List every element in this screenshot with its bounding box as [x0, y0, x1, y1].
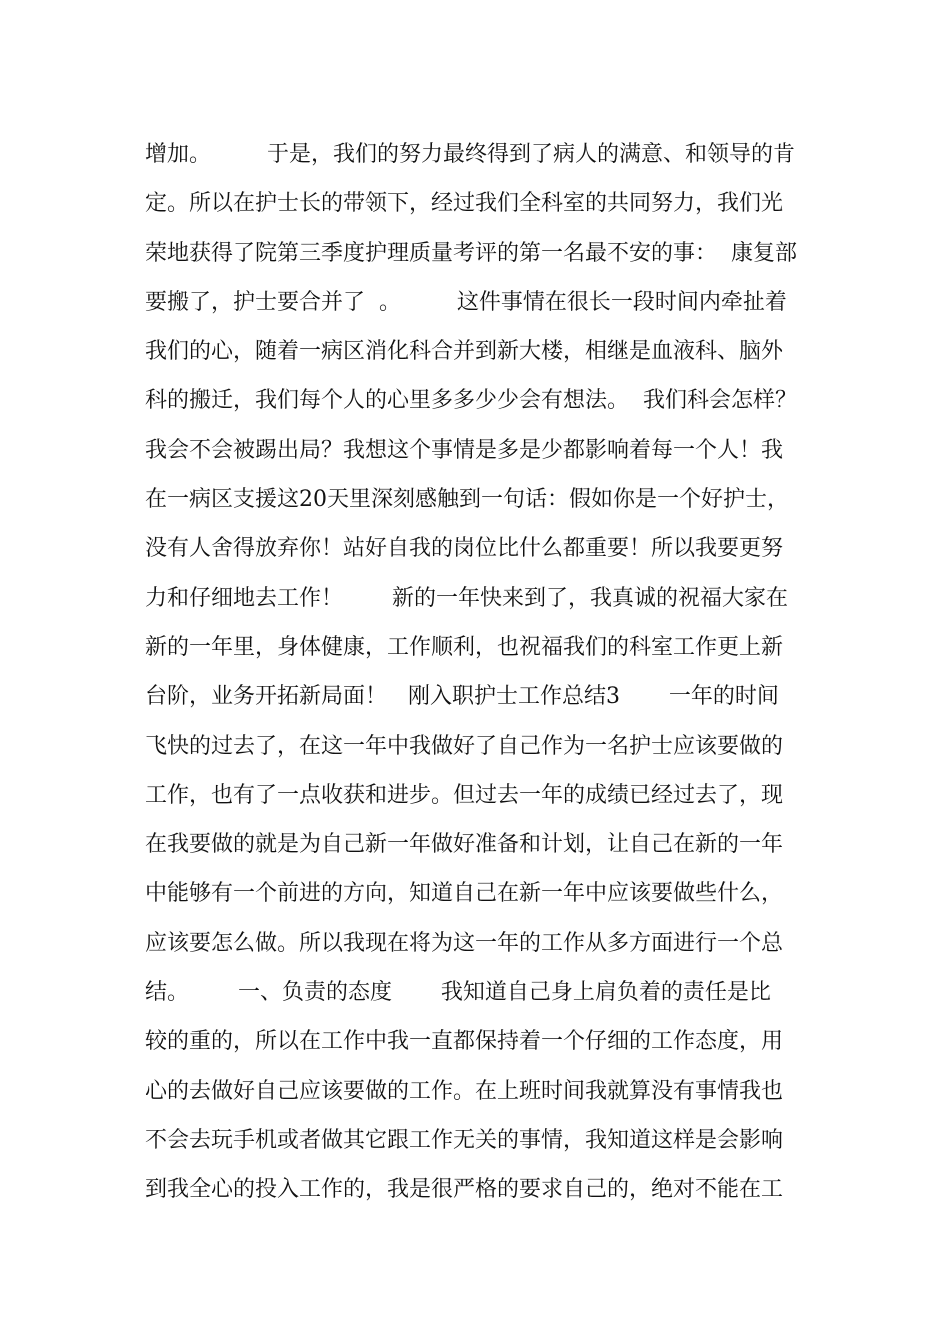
text-line: 在一病区支援这20天里深刻感触到一句话：假如你是一个好护士， [145, 487, 789, 513]
text-line: 结。 一、负责的态度 我知道自己身上肩负着的责任是比 [145, 980, 771, 1006]
text-line: 应该要怎么做。所以我现在将为这一年的工作从多方面进行一个总 [145, 930, 784, 956]
text-line: 心的去做好自己应该要做的工作。在上班时间我就算没有事情我也 [145, 1078, 784, 1104]
text-line: 较的重的，所以在工作中我一直都保持着一个仔细的工作态度，用 [145, 1029, 784, 1055]
text-line: 我会不会被踢出局？我想这个事情是多是少都影响着每一个人！我 [145, 437, 784, 463]
text-line: 中能够有一个前进的方向，知道自己在新一年中应该要做些什么， [145, 881, 784, 907]
text-line: 台阶，业务开拓新局面！ 刚入职护士工作总结3 一年的时间 [145, 684, 779, 710]
text-line: 增加。 于是，我们的努力最终得到了病人的满意、和领导的肯 [145, 142, 795, 167]
body-text [145, 130, 810, 1215]
text-line: 在我要做的就是为自己新一年做好准备和计划，让自己在新的一年 [145, 832, 784, 858]
text-line: 定。所以在护士长的带领下，经过我们全科室的共同努力，我们光 [145, 191, 784, 217]
text-line: 力和仔细地去工作！ 新的一年快来到了，我真诚的祝福大家在 [145, 585, 788, 611]
text-line: 新的一年里，身体健康，工作顺利，也祝福我们的科室工作更上新 [145, 634, 784, 660]
text-line: 我们的心，随着一病区消化科合并到新大楼，相继是血液科、脑外 [145, 339, 784, 365]
text-line: 荣地获得了院第三季度护理质量考评的第一名最不安的事： 康复部 [145, 240, 797, 266]
text-line: 要搬了，护士要合并了 。 这件事情在很长一段时间内牵扯着 [145, 289, 787, 315]
text-line: 科的搬迁，我们每个人的心里多多少少会有想法。 我们科会怎样？ [145, 388, 797, 414]
text-line: 到我全心的投入工作的，我是很严格的要求自己的，绝对不能在工 [145, 1177, 784, 1203]
text-line: 不会去玩手机或者做其它跟工作无关的事情，我知道这样是会影响 [145, 1127, 784, 1153]
text-line: 飞快的过去了，在这一年中我做好了自己作为一名护士应该要做的 [145, 733, 784, 759]
text-line: 没有人舍得放弃你！站好自我的岗位比什么都重要！所以我要更努 [145, 536, 784, 562]
text-line: 工作，也有了一点收获和进步。但过去一年的成绩已经过去了，现 [145, 782, 784, 808]
